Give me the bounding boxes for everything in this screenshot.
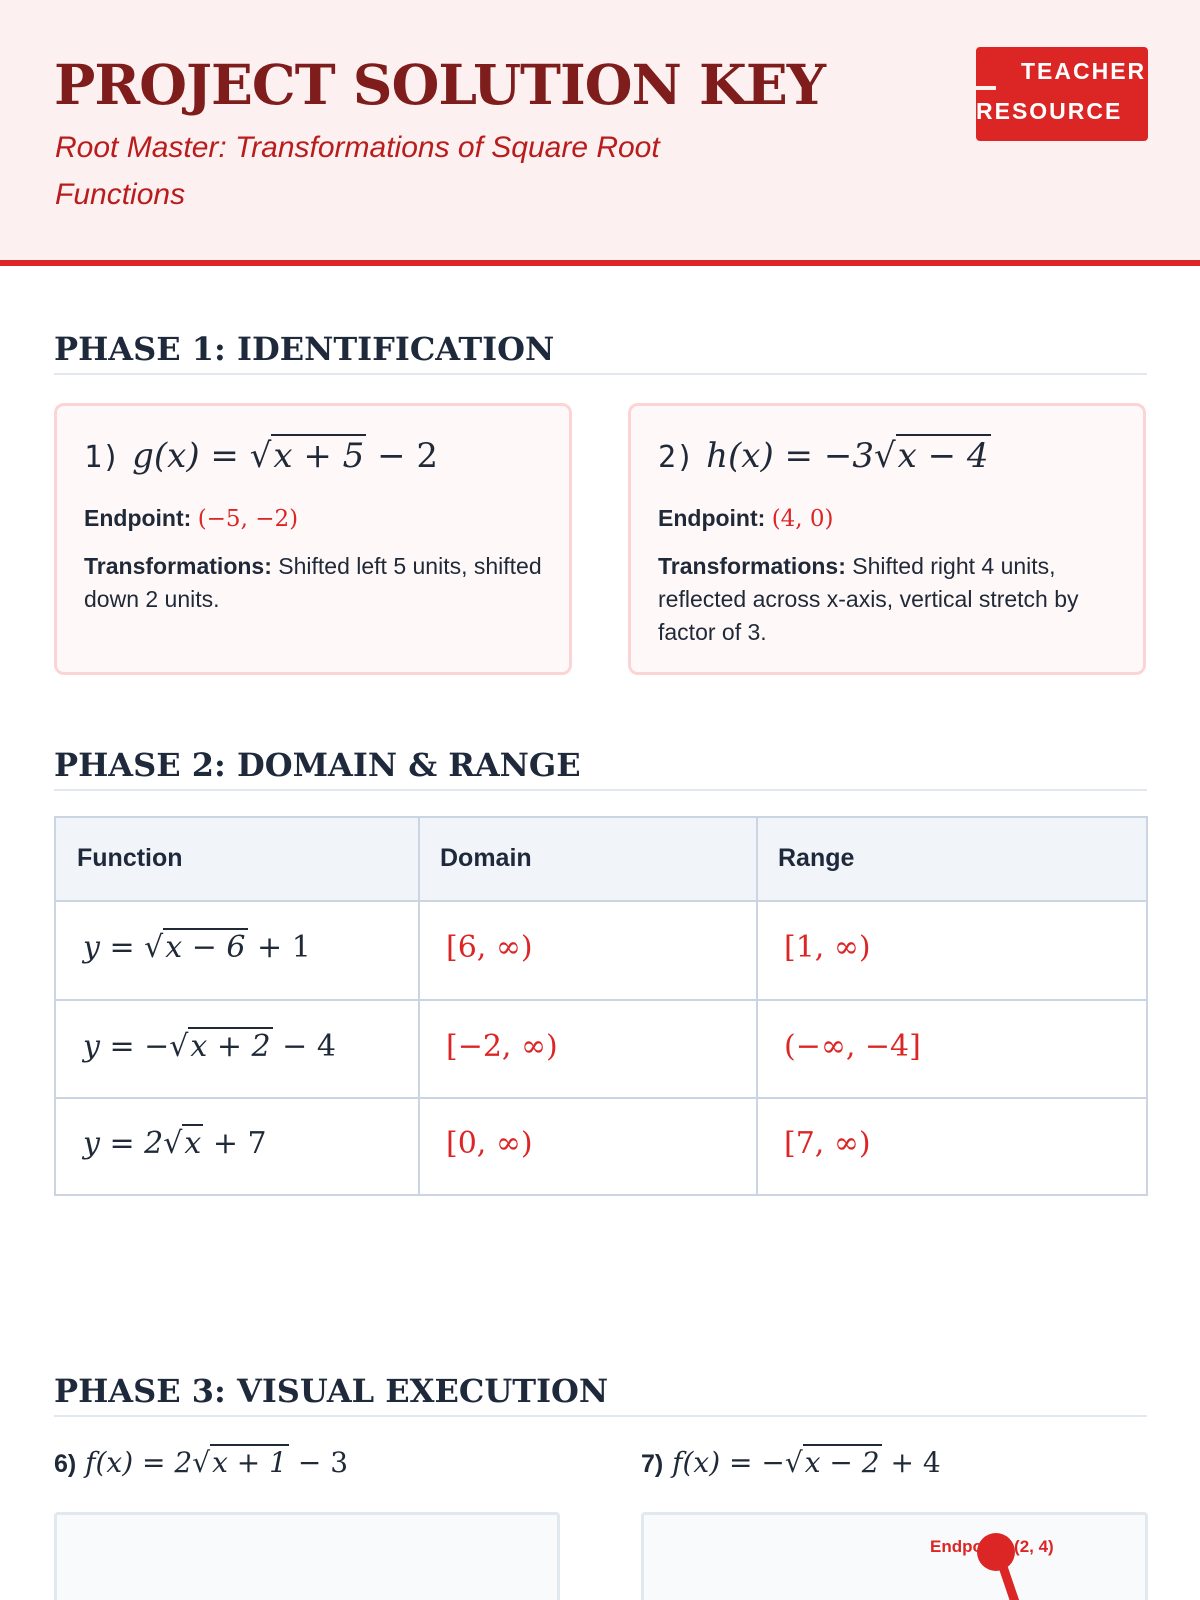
problem-7-prefix: f(x) = − bbox=[672, 1446, 785, 1479]
table-row-1-range: [1, ∞) bbox=[784, 930, 871, 965]
card-1-rest: − 2 bbox=[366, 436, 439, 476]
graph-7-endpoint-label: Endpoint: (2, 4) bbox=[930, 1537, 1054, 1556]
column-header-range: Range bbox=[778, 844, 855, 872]
problem-7-suffix: + 4 bbox=[881, 1446, 941, 1479]
sqrt-symbol: √ bbox=[784, 1446, 803, 1479]
table-row-1-function bbox=[83, 930, 311, 965]
table-row-3-range: [7, ∞) bbox=[784, 1126, 871, 1161]
card-2-endpoint-label: Endpoint: bbox=[658, 505, 766, 531]
row-divider bbox=[56, 1097, 1146, 1099]
problem-6-number: 6) bbox=[54, 1450, 77, 1478]
sqrt-symbol: √ bbox=[169, 1029, 189, 1064]
card-1-transform-text: Shifted left 5 units, shifted down 2 units. bbox=[84, 553, 542, 612]
problem-6-prefix: f(x) = 2 bbox=[85, 1446, 193, 1479]
graph-7-plot bbox=[644, 1515, 1145, 1600]
problem-7-radicand: x − 2 bbox=[804, 1446, 880, 1479]
row-1-prefix: y = bbox=[83, 930, 145, 965]
card-2-transformations bbox=[658, 550, 1108, 649]
graph-area-6 bbox=[54, 1512, 560, 1600]
card-2-endpoint-value: (4, 0) bbox=[771, 506, 834, 532]
phase2-divider bbox=[54, 789, 1147, 791]
row-1-radicand: x − 6 bbox=[165, 930, 246, 965]
row-divider bbox=[56, 999, 1146, 1001]
column-header-function: Function bbox=[77, 844, 183, 872]
row-3-radicand: x bbox=[184, 1126, 202, 1161]
row-2-prefix: y = − bbox=[83, 1029, 170, 1064]
card-1-transformations bbox=[84, 550, 544, 616]
card-1-function bbox=[84, 436, 438, 476]
sqrt-symbol: √ bbox=[192, 1446, 211, 1479]
table-row-3-domain: [0, ∞) bbox=[446, 1126, 533, 1161]
row-3-suffix: + 7 bbox=[203, 1126, 267, 1161]
badge-line-1: TEACHER bbox=[1021, 58, 1147, 84]
problem-7-label bbox=[641, 1446, 941, 1479]
card-1-endpoint bbox=[84, 502, 298, 536]
column-divider bbox=[756, 818, 758, 1194]
row-2-suffix: − 4 bbox=[272, 1029, 336, 1064]
table-row-3-function bbox=[83, 1126, 267, 1161]
graph-area-7 bbox=[641, 1512, 1148, 1600]
table-row-2-range: (−∞, −4] bbox=[784, 1029, 921, 1064]
identification-card-1 bbox=[54, 403, 572, 675]
table-row-1-domain: [6, ∞) bbox=[446, 930, 533, 965]
sqrt-symbol: √ bbox=[144, 930, 164, 965]
problem-6-radicand: x + 1 bbox=[212, 1446, 287, 1479]
card-1-radicand: x + 5 bbox=[273, 436, 365, 476]
row-2-radicand: x + 2 bbox=[190, 1029, 271, 1064]
card-1-endpoint-value: (−5, −2) bbox=[197, 506, 299, 532]
card-2-function bbox=[658, 436, 991, 476]
badge-line-2: RESOURCE bbox=[976, 98, 1123, 124]
page-subtitle: Root Master: Transformations of Square Root Functions bbox=[55, 131, 660, 211]
table-row-2-domain: [−2, ∞) bbox=[446, 1029, 558, 1064]
phase1-heading: PHASE 1: IDENTIFICATION bbox=[54, 330, 555, 368]
row-3-prefix: y = 2 bbox=[83, 1126, 164, 1161]
card-2-lhs: h(x) = −3 bbox=[706, 436, 874, 476]
row-divider bbox=[56, 900, 1146, 902]
card-2-radicand: x − 4 bbox=[897, 436, 989, 476]
row-1-suffix: + 1 bbox=[247, 930, 311, 965]
problem-6-suffix: − 3 bbox=[288, 1446, 349, 1479]
card-1-lhs: g(x) = bbox=[132, 436, 250, 476]
column-header-domain: Domain bbox=[440, 844, 532, 872]
domain-range-table bbox=[54, 816, 1148, 1196]
sqrt-symbol: √ bbox=[249, 436, 272, 476]
identification-card-2 bbox=[628, 403, 1146, 675]
column-divider bbox=[418, 818, 420, 1194]
card-1-transform-label: Transformations: bbox=[84, 553, 272, 579]
page-title: PROJECT SOLUTION KEY bbox=[54, 52, 826, 117]
phase2-heading: PHASE 2: DOMAIN & RANGE bbox=[54, 746, 581, 784]
card-1-number: 1) bbox=[84, 440, 121, 475]
problem-6-label bbox=[54, 1446, 348, 1479]
table-row-2-function bbox=[83, 1029, 336, 1064]
table-header-row bbox=[56, 818, 1146, 900]
phase3-divider bbox=[54, 1415, 1147, 1417]
card-1-endpoint-label: Endpoint: bbox=[84, 505, 192, 531]
sqrt-symbol: √ bbox=[163, 1126, 183, 1161]
sqrt-symbol: √ bbox=[873, 436, 896, 476]
card-2-transform-label: Transformations: bbox=[658, 553, 846, 579]
card-2-number: 2) bbox=[658, 440, 695, 475]
card-2-transform-text: Shifted right 4 units, reflected across x-axis, vertical stretch by factor of 3. bbox=[658, 553, 1079, 645]
phase1-divider bbox=[54, 373, 1147, 375]
problem-7-number: 7) bbox=[641, 1450, 664, 1478]
card-2-endpoint bbox=[658, 502, 834, 536]
phase3-heading: PHASE 3: VISUAL EXECUTION bbox=[54, 1372, 609, 1410]
badge-notch bbox=[976, 86, 996, 90]
